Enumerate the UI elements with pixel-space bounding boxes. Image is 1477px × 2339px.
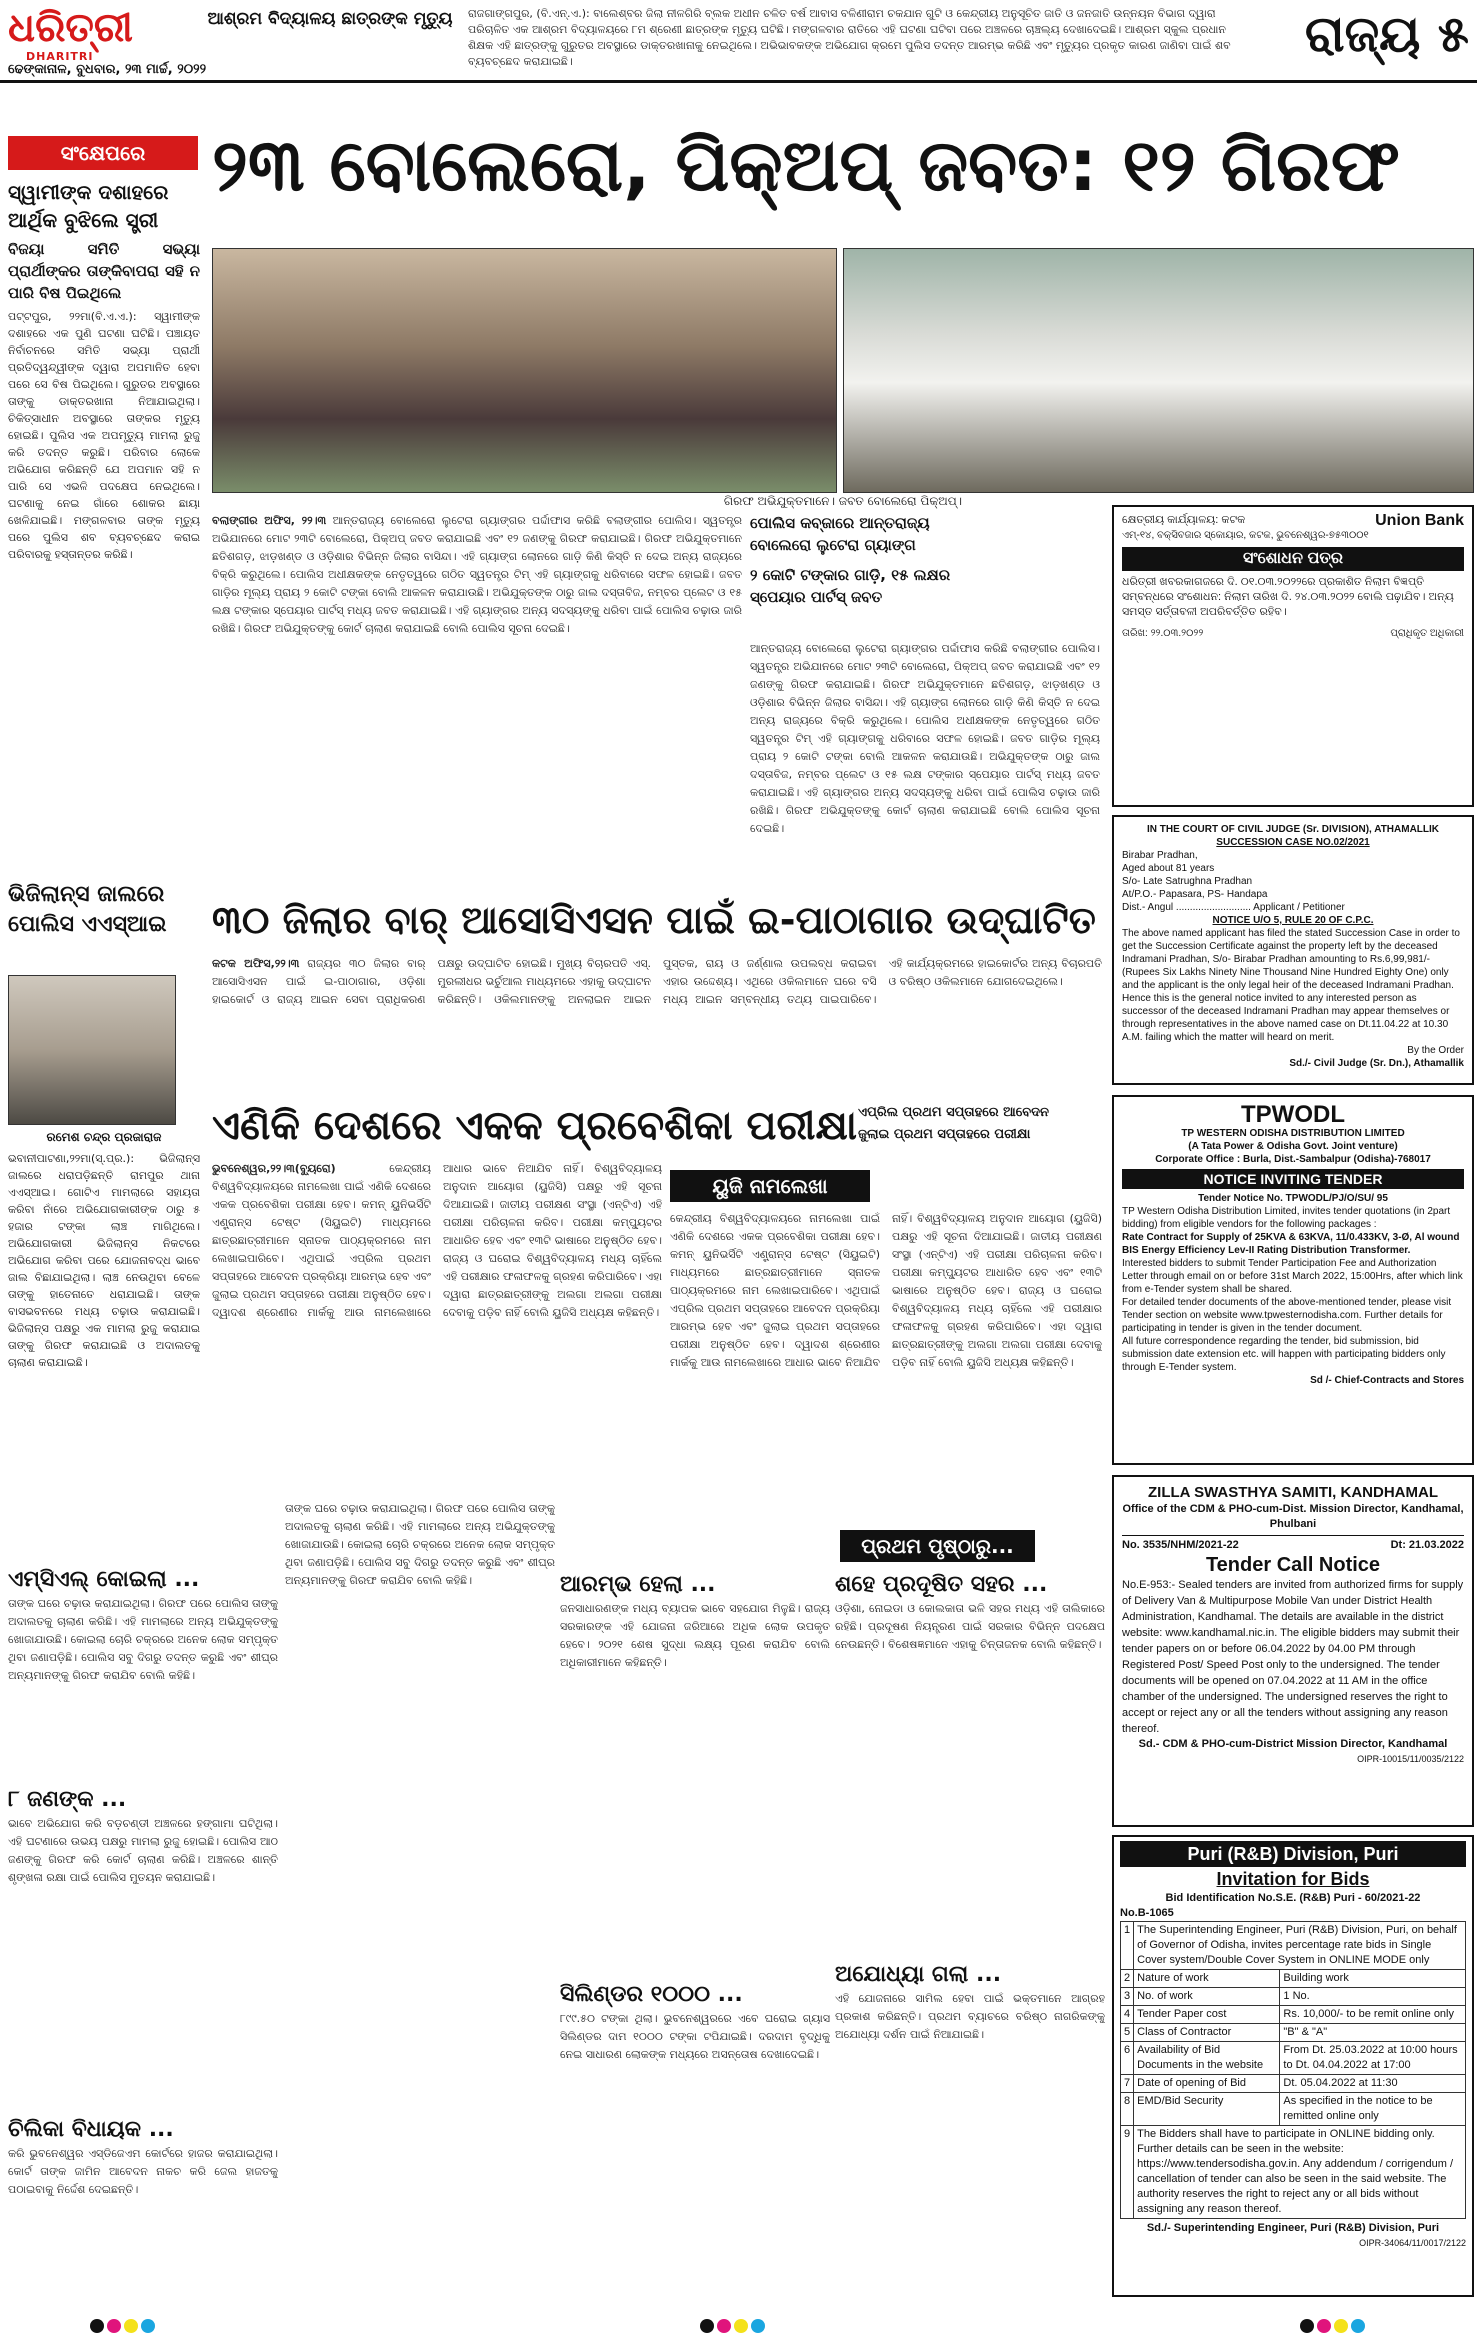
bid-row-number: 4 (1121, 2006, 1134, 2024)
puri-sign: Sd./- Superintending Engineer, Puri (R&B) Division, Puri (1146, 2222, 1440, 2234)
court-notice-ad (1112, 815, 1474, 1085)
officer-photo (8, 975, 176, 1125)
tpwodl-title: NOTICE INVITING TENDER (1122, 1169, 1464, 1189)
brief-1-body: ପଟ୍ଟପୁର, ୨୨ମା(ବି.ଏ.ଏ.): ସ୍ୱାମୀଙ୍କ ଦଶାହରେ ଏକ ପୁଣି ଘଟଣା ଘଟିଛି। ପଞ୍ଚାୟତ ନିର୍ବାଚନରେ ସମିତି ସଭ୍ୟା ପ୍ରାର୍ଥୀ ପ୍ରତିଦ୍ୱନ୍ଦ୍ୱୀଙ୍କ ଦ୍ୱାରା ଅପମାନିତ ହେବା ପରେ ସେ ବିଷ ପିଇଥିଲେ। ଗୁରୁତର ଅବସ୍ଥାରେ ତାଙ୍କୁ ଡାକ୍ତରଖାନା ନିଆଯାଇଥିଲା। ଚିକିତ୍ସାଧୀନ ଅବସ୍ଥାରେ ତାଙ୍କର ମୃତ୍ୟୁ ହୋଇଛି। ପୁଲିସ ଏକ ଅପମୃତ୍ୟୁ ମାମଲା ରୁଜୁ କରି ତଦନ୍ତ କରୁଛି। ପରିବାର ଲୋକେ ଅଭିଯୋଗ କରିଛନ୍ତି ଯେ ଅପମାନ ସହି ନ ପାରି ସେ ଏଭଳି ପଦକ୍ଷେପ ନେଇଥିଲେ। ଘଟଣାକୁ ନେଇ ଗାଁରେ ଶୋକର ଛାୟା ଖେଳିଯାଇଛି। ମଙ୍ଗଳବାର ତାଙ୍କ ମୃତ୍ୟୁ ପରେ ପୁଲିସ ଶବ ବ୍ୟବଚ୍ଛେଦ କରାଇ ପରିବାରକୁ ହସ୍ତାନ୍ତର କରିଛି। (8, 310, 200, 561)
masthead-rule (0, 80, 1477, 83)
bid-row-value: Rs. 10,000/- to be remit online only (1280, 2006, 1466, 2024)
court-line-1: Birabar Pradhan, (1122, 850, 1198, 861)
cont-1-headline[interactable]: ଏମ୍‌ସିଏଲ୍ କୋଇଲା ... (8, 1567, 200, 1592)
reg-dot-cyan (751, 2319, 765, 2333)
puri-bid-table (1120, 1921, 1466, 2219)
story-3-bullet-2: ଜୁଲାଇ ପ୍ରଥମ ସପ୍ତାହରେ ପରୀକ୍ଷା (858, 1127, 1031, 1142)
puri-bid-row (1121, 2126, 1466, 2219)
puri-bid-row (1121, 2024, 1466, 2042)
puri-ad (1112, 1835, 1474, 2297)
zss-body: No.E-953:- Sealed tenders are invited from authorized firms for supply of Delivery Van & Multipurpose Mobile Van under District Health Administration, Kandhamal. The details are available in the district website: www.kandhamal.nic.in. The eligible bidders may submit their tender papers on or before 06.04.2022 by 04.00 PM through Registered Post/ Speed Post only to the undersigned. The tender documents will be opened on 07.04.2022 at 11 AM in the office chamber of the undersigned. The undersigned reserves the right to accept or reject any or all the tenders without assigning any reason thereof. (1122, 1579, 1464, 1735)
bid-row-value: As specified in the notice to be remitted online only (1280, 2093, 1466, 2126)
court-line-3: S/o- Late Satrughna Pradhan (1122, 876, 1253, 887)
brief-tag: ସଂକ୍ଷେପରେ (8, 136, 198, 170)
court-title: IN THE COURT OF CIVIL JUDGE (Sr. DIVISION), ATHAMALLIK (1146, 824, 1440, 835)
story-3-body-cont: କେନ୍ଦ୍ରୀୟ ବିଶ୍ୱବିଦ୍ୟାଳୟରେ ନାମଲେଖା ପାଇଁ ଏଣିକି ଦେଶରେ ଏକକ ପ୍ରବେଶିକା ପରୀକ୍ଷା ହେବ। କମନ୍ ୟୁନିଭର୍ସିଟି ଏଣ୍ଟ୍ରାନ୍ସ ଟେଷ୍ଟ (ସିୟୁଇଟି) ମାଧ୍ୟମରେ ଛାତ୍ରଛାତ୍ରୀମାନେ ସ୍ନାତକ ପାଠ୍ୟକ୍ରମରେ ନାମ ଲେଖାଇପାରିବେ। ଏଥିପାଇଁ ଏପ୍ରିଲ ପ୍ରଥମ ସପ୍ତାହରେ ଆବେଦନ ପ୍ରକ୍ରିୟା ଆରମ୍ଭ ହେବ ଏବଂ ଜୁଲାଇ ପ୍ରଥମ ସପ୍ତାହରେ ପରୀକ୍ଷା ଅନୁଷ୍ଠିତ ହେବ। ଦ୍ୱାଦଶ ଶ୍ରେଣୀର ମାର୍କକୁ ଆଉ ନାମଲେଖାରେ ଆଧାର ଭାବେ ନିଆଯିବ ନାହିଁ। ବିଶ୍ୱବିଦ୍ୟାଳୟ ଅନୁଦାନ ଆୟୋଗ (ୟୁଜିସି) ପକ୍ଷରୁ ଏହି ସୂଚନା ଦିଆଯାଇଛି। ଜାତୀୟ ପରୀକ୍ଷଣ ସଂସ୍ଥା (ଏନ୍‌ଟିଏ) ଏହି ପରୀକ୍ଷା ପରିଚାଳନା କରିବ। ପରୀକ୍ଷା କମ୍ପ୍ୟୁଟର ଆଧାରିତ ହେବ ଏବଂ ୧୩ଟି ଭାଷାରେ ଅନୁଷ୍ଠିତ ହେବ। ରାଜ୍ୟ ଓ ଘରୋଇ ବିଶ୍ୱବିଦ୍ୟାଳୟ ମଧ୍ୟ ଚାହିଁଲେ ଏହି ପରୀକ୍ଷାର ଫଳାଫଳକୁ ଗ୍ରହଣ କରିପାରିବେ। ଏହା ଦ୍ୱାରା ଛାତ୍ରଛାତ୍ରୀଙ୍କୁ ଅଲଗା ଅଲଗା ପରୀକ୍ଷା ଦେବାକୁ ପଡ଼ିବ ନାହିଁ ବୋଲି ୟୁଜିସି ଅଧ୍ୟକ୍ଷ କହିଛନ୍ତି। (670, 1212, 1102, 1369)
puri-ref: OIPR-34064/11/0017/2122 (1359, 2238, 1466, 2248)
bid-row-label: Class of Contractor (1134, 2024, 1280, 2042)
brand-subtitle: DHARITRI (26, 50, 94, 63)
zss-title: ZILLA SWASTHYA SAMITI, KANDHAMAL (1148, 1484, 1438, 1501)
reg-dot-black (90, 2319, 104, 2333)
registration-marks-right (1300, 2318, 1368, 2337)
bid-row-number: 1 (1121, 1922, 1134, 1970)
top-strip-story: ରାଜଗାଙ୍ଗପୁର, (ବି.ଏନ୍.ଏ.): ବାଲେଶ୍ବର ଜିଲା ନୀଳଗିରି ବ୍ଲକ ଅଧୀନ ଚଳିତ ବର୍ଷ ଆବାସ ବଳିଣୀରାମ ଚକଯାନ ଗୁଟି ଓ କେନ୍ଦ୍ରୀୟ ଅନୁସୂଚିତ ଜାତି ଓ ଜନଜାତି ଉନ୍ନୟନ ବିଭାଗ ଦ୍ୱାରା ପରିଚାଳିତ ଏକ ଆଶ୍ରମ ବିଦ୍ୟାଳୟରେ ୮ମ ଶ୍ରେଣୀ ଛାତ୍ରଙ୍କ ମୃତ୍ୟୁ ଘଟିଛି। ମଙ୍ଗଳବାର ରାତିରେ ଏହି ଘଟଣା ଘଟିବା ପରେ ଅଞ୍ଚଳରେ ଚାଞ୍ଚଲ୍ୟ ଦେଖାଦେଇଛି। ଆଶ୍ରମ ସ୍କୁଲ ପ୍ରଧାନ ଶିକ୍ଷକ ଏହି ଛାତ୍ରଙ୍କୁ ଗୁରୁତର ଅବସ୍ଥାରେ ଡାକ୍ତରଖାନାକୁ ନେଇଥିଲେ। ଅଭିଭାବକଙ୍କ ଅଭିଯୋଗ କ୍ରମେ ପୁଲିସ ତଦନ୍ତ ଆରମ୍ଭ କରିଛି ଏବଂ ମୃତ୍ୟୁର ପ୍ରକୃତ କାରଣ ଜାଣିବା ପାଇଁ ଶବ ବ୍ୟବଚ୍ଛେଦ କରାଯାଇଛି। (468, 7, 1231, 68)
section-title: ରାଜ୍ୟ ୫ (1304, 5, 1469, 63)
court-case: SUCCESSION CASE NO.02/2021 (1216, 837, 1370, 848)
court-body: The above named applicant has filed the stated Succession Case in order to get the Succession Certificate against the property left by the deceased Indramani Pradhan, S/o- Birabar Pradhan amounting to Rs.6,99,981/- (Rupees Six Lakhs Ninety Nine Thousand Nine Hundred Eighty One) only and the applicant is the only legal heir of the deceased Indramani Pradhan. (1122, 928, 1460, 991)
cont-7-headline[interactable]: ଅଯୋଧ୍ୟା ଗଲା ... (835, 1962, 1002, 1987)
story-2-text: ରାଜ୍ୟର ୩୦ ଜିଲାର ବାର୍ ଆସୋସିଏସନ ପାଇଁ ଇ-ପାଠାଗାର, ଓଡ଼ିଶା ହାଇକୋର୍ଟ ଓ ରାଜ୍ୟ ଆଇନ ସେବା ପ୍ରାଧିକରଣ ପକ୍ଷରୁ ଉଦ୍‌ଘାଟିତ ହୋଇଛି। ମୁଖ୍ୟ ବିଚାରପତି ଏସ୍. ମୁରଲୀଧର ଭର୍ଚୁଆଲ ମାଧ୍ୟମରେ ଏହାକୁ ଉଦ୍‌ଘାଟନ କରିଛନ୍ତି। ଓକିଲମାନଙ୍କୁ ଅନଲାଇନ ଆଇନ ପୁସ୍ତକ, ରାୟ ଓ ଜର୍ଣ୍ଣାଲ ଉପଲବ୍ଧ କରାଇବା ଏହାର ଉଦ୍ଦେଶ୍ୟ। ଏଥିରେ ଓକିଲମାନେ ଘରେ ବସି ମଧ୍ୟ ଆଇନ ସମ୍ବନ୍ଧୀୟ ତଥ୍ୟ ପାଇପାରିବେ। ଏହି କାର୍ଯ୍ୟକ୍ରମରେ ହାଇକୋର୍ଟର ଅନ୍ୟ ବିଚାରପତି ଓ ବରିଷ୍ଠ ଓକିଲମାନେ ଯୋଗଦେଇଥିଲେ। (212, 957, 1102, 1006)
brief-2-headline[interactable]: ଭିଜିଲାନ୍ସ ଜାଲରେ ପୋଲିସ ଏଏସ୍‌ଆଇ (8, 882, 167, 937)
cont-3-headline[interactable]: ଚିଲିକା ବିଧାୟକ ... (8, 2117, 174, 2142)
puri-bid-row (1121, 2075, 1466, 2093)
dateline: ଢେଙ୍କାନାଳ, ବୁଧବାର, ୨୩ ମାର୍ଚ୍ଚ, ୨୦୨୨ (8, 62, 207, 77)
officer-photo-caption: ରମେଶ ଚନ୍ଦ୍ର ପ୍ରଜାରାଜ (46, 1130, 162, 1144)
cont-5-body: ୮୯୯.୫୦ ଟଙ୍କା ଥିଲା। ଭୁବନେଶ୍ୱରରେ ଏବେ ଘରୋଇ ଗ୍ୟାସ ସିଲିଣ୍ଡର ଦାମ ୧୦୦୦ ଟଙ୍କା ଟପିଯାଇଛି। ଦରଦାମ ବୃଦ୍ଧିକୁ ନେଇ ସାଧାରଣ ଲୋକଙ୍କ ମଧ୍ୟରେ ଅସନ୍ତୋଷ ଦେଖାଦେଇଛି। (560, 2012, 830, 2061)
zss-office: Office of the CDM & PHO-cum-Dist. Mission Director, Kandhamal, Phulbani (1122, 1503, 1464, 1530)
bid-row-value: "B" & "A" (1280, 2024, 1466, 2042)
puri-bid: Bid Identification No.S.E. (R&B) Puri - 60/2021-22 (1165, 1892, 1421, 1904)
bid-row-label: Nature of work (1134, 1970, 1280, 1988)
cont-col-3 (560, 1570, 830, 2325)
union-bank-address: ଏମ୍-୧୪, ବକ୍ସିବଜାର ସ୍କୋୟାର, କଟକ, ଭୁବନେଶ୍ୱର-୭୫୩୦୦୧ (1122, 530, 1369, 541)
story-2-dateline: କଟକ ଅଫିସ,୨୨।୩ (212, 957, 300, 970)
cont-1-body-cont: ତାଙ୍କ ଘରେ ଚଢ଼ାଉ କରାଯାଇଥିଲା। ଗିରଫ ପରେ ପୋଲିସ ତାଙ୍କୁ ଅଦାଲତକୁ ଚାଲାଣ କରିଛି। ଏହି ମାମଲାରେ ଅନ୍ୟ ଅଭିଯୁକ୍ତଙ୍କୁ ଖୋଜାଯାଉଛି। କୋଇଲା ଚୋରି ଚକ୍ରରେ ଅନେକ ଲୋକ ସମ୍ପୃକ୍ତ ଥିବା ଜଣାପଡ଼ିଛି। ପୋଲିସ ସବୁ ଦିଗରୁ ତଦନ୍ତ କରୁଛି ଏବଂ ଶୀଘ୍ର ଅନ୍ୟମାନଙ୍କୁ ଗିରଫ କରାଯିବ ବୋଲି କହିଛି। (285, 1502, 555, 1587)
court-sign: Sd./- Civil Judge (Sr. Dn.), Athamallik (1289, 1058, 1464, 1069)
puri-bid-row (1121, 1922, 1466, 1970)
brief-1-subhead: ବିଜୟା ସମିତି ସଭ୍ୟା ପ୍ରାର୍ଥୀଙ୍କର ତାଙ୍କିବାପରା ସହି ନ ପାରି ବିଷ ପିଇଥିଲେ (8, 240, 200, 302)
story-2-headline[interactable]: ୩୦ ଜିଲାର ବାର୍ ଆସୋସିଏସନ ପାଇଁ ଇ-ପାଠାଗାର ଉଦ୍‌ଘାଟିତ (212, 898, 1096, 942)
bid-row-label: The Superintending Engineer, Puri (R&B) Division, Puri, on behalf of Governor of Odisha, invites percentage rate bids in Single Cover system/Double Cover System in ONLINE MODE only (1134, 1922, 1466, 1970)
tpwodl-office: Corporate Office : Burla, Dist.-Sambalpur (Odisha)-768017 (1155, 1154, 1431, 1165)
cont-6-headline[interactable]: ଶହେ ପ୍ରଦୂଷିତ ସହର ... (835, 1572, 1048, 1597)
tpwodl-name: TP WESTERN ODISHA DISTRIBUTION LIMITED (1181, 1128, 1405, 1139)
tpwodl-b1: TP Western Odisha Distribution Limited, invites tender quotations (in 2part bidding) from eligible vendors for the following packages : (1122, 1206, 1451, 1230)
accused-photo (212, 248, 837, 493)
tpwodl-jv: (A Tata Power & Odisha Govt. Joint venture) (1188, 1141, 1398, 1152)
bid-row-label: EMD/Bid Security (1134, 2093, 1280, 2126)
story-3-bullets (858, 1102, 1108, 1146)
bid-row-number: 8 (1121, 2093, 1134, 2126)
court-line-5: Dist.- Angul ........................... Applicant / Petitioner (1122, 902, 1345, 913)
newspaper-logo (8, 4, 198, 63)
story-3-headline[interactable]: ଏଣିକି ଦେଶରେ ଏକକ ପ୍ରବେଶିକା ପରୀକ୍ଷା (212, 1103, 857, 1149)
bid-row-label: Date of opening of Bid (1134, 2075, 1280, 2093)
bid-row-label: Tender Paper cost (1134, 2006, 1280, 2024)
seized-vehicles-photo (843, 248, 1474, 493)
zss-ref: OIPR-10015/11/0035/2122 (1357, 1754, 1464, 1764)
court-line-4: At/P.O.- Papasara, PS- Handapa (1122, 889, 1268, 900)
bid-row-label: No. of work (1134, 1988, 1280, 2006)
union-bank-sign: ପ୍ରାଧିକୃତ ଅଧିକାରୀ (1390, 628, 1464, 639)
story-1-bullet-2: ୨ କୋଟି ଟଙ୍କାର ଗାଡ଼ି, ୧୫ ଲକ୍ଷର ସ୍ପେୟାର ପାର୍ଟସ୍ ଜବତ (750, 566, 951, 606)
story-3-box-head: ୟୁଜି ନାମଲେଖା (670, 1170, 870, 1202)
brand-name: ଧରିତ୍ରୀ (8, 4, 133, 51)
continued-tag: ପ୍ରଥମ ପୃଷ୍ଠାରୁ... (840, 1530, 1035, 1562)
story-3-bullet-1: ଏପ୍ରିଲ ପ୍ରଥମ ସପ୍ତାହରେ ଆବେଦନ (858, 1105, 1049, 1120)
tpwodl-logo: TPWODL (1241, 1101, 1345, 1128)
puri-bid-row (1121, 2042, 1466, 2075)
court-notice-heading: NOTICE U/O 5, RULE 20 OF C.P.C. (1212, 915, 1374, 926)
bid-row-label: The Bidders shall have to participate in ONLINE bidding only. Further details can be seen in the website: https://www.tendersodisha.gov.in. Any addendum / corrigendum / cancellation of tender can also be seen in the said website. The authority reserves the right to reject any or all bids without assigning any reason thereof. (1134, 2126, 1466, 2219)
puri-no: No.B-1065 (1120, 1907, 1174, 1919)
brief-2-body: ଭବାନୀପାଟଣା,୨୨ମା(ସ୍.ପ୍ର.): ଭିଜିଲାନ୍ସ ଜାଲରେ ଧରାପଡ଼ିଛନ୍ତି ରାମପୁର ଥାନା ଏଏସ୍‌ଆଇ। ଗୋଟିଏ ମାମଲାରେ ସହାୟତା କରିବା ନାଁରେ ଅଭିଯୋଗକାରୀଙ୍କ ଠାରୁ ୫ ହଜାର ଟଙ୍କା ଲାଞ୍ଚ ମାଗିଥିଲେ। ଅଭିଯୋଗକାରୀ ଭିଜିଲାନ୍ସ ନିକଟରେ ଅଭିଯୋଗ କରିବା ପରେ ଯୋଜନାବଦ୍ଧ ଭାବେ ଜାଲ ବିଛାଯାଇଥିଲା। ଲାଞ୍ଚ ନେଉଥିବା ବେଳେ ତାଙ୍କୁ ହାତେନାତେ ଧରାଯାଇଛି। ତାଙ୍କ ବାସଭବନରେ ମଧ୍ୟ ଚଢ଼ାଉ କରାଯାଇଛି। ଭିଜିଲାନ୍ସ ପକ୍ଷରୁ ଏକ ମାମଲା ରୁଜୁ କରାଯାଇ ତାଙ୍କୁ ଗିରଫ କରାଯାଇଛି ଓ ଅଦାଲତକୁ ଚାଲାଣ କରାଯାଇଛି। (8, 1152, 200, 1369)
bid-row-number: 5 (1121, 2024, 1134, 2042)
cont-col-4 (835, 1570, 1105, 2325)
reg-dot-magenta (107, 2319, 121, 2333)
bid-row-number: 3 (1121, 1988, 1134, 2006)
cont-4-headline[interactable]: ଆରମ୍ଭ ହେଲା ... (560, 1572, 716, 1597)
bid-row-value: Building work (1280, 1970, 1466, 1988)
cont-1-body: ତାଙ୍କ ଘରେ ଚଢ଼ାଉ କରାଯାଇଥିଲା। ଗିରଫ ପରେ ପୋଲିସ ତାଙ୍କୁ ଅଦାଲତକୁ ଚାଲାଣ କରିଛି। ଏହି ମାମଲାରେ ଅନ୍ୟ ଅଭିଯୁକ୍ତଙ୍କୁ ଖୋଜାଯାଉଛି। କୋଇଲା ଚୋରି ଚକ୍ରରେ ଅନେକ ଲୋକ ସମ୍ପୃକ୍ତ ଥିବା ଜଣାପଡ଼ିଛି। ପୋଲିସ ସବୁ ଦିଗରୁ ତଦନ୍ତ କରୁଛି ଏବଂ ଶୀଘ୍ର ଅନ୍ୟମାନଙ୍କୁ ଗିରଫ କରାଯିବ ବୋଲି କହିଛି। (8, 1597, 278, 1682)
registration-marks-center (700, 2318, 768, 2337)
tpwodl-ad (1112, 1095, 1474, 1465)
reg-dot-black (700, 2319, 714, 2333)
top-teaser[interactable]: ଆଶ୍ରମ ବିଦ୍ୟାଳୟ ଛାତ୍ରଙ୍କ ମୃତ୍ୟୁ (207, 9, 453, 29)
puri-bid-row (1121, 1988, 1466, 2006)
union-bank-name: Union Bank (1375, 512, 1464, 529)
registration-marks-left (90, 2318, 158, 2337)
cont-col-1 (8, 1565, 278, 2325)
union-bank-title: ସଂଶୋଧନ ପତ୍ର (1122, 547, 1464, 571)
cont-3-body: କରି ଭୁବନେଶ୍ୱର ଏସ୍‌ଡିଜେଏମ କୋର୍ଟରେ ହାଜର କରାଯାଇଥିଲା। କୋର୍ଟ ତାଙ୍କ ଜାମିନ ଆବେଦନ ନାକଚ କରି ଜେଲ ହାଜତକୁ ପଠାଇବାକୁ ନିର୍ଦ୍ଦେଶ ଦେଇଛନ୍ତି। (8, 2147, 278, 2196)
brief-story-1 (8, 178, 200, 878)
story-3-body (212, 1160, 662, 1505)
reg-dot-cyan (141, 2319, 155, 2333)
union-bank-body: ଧରିତ୍ରୀ ଖବରକାଗଜରେ ଦି. ୦୧.୦୩.୨୦୨୨ରେ ପ୍ରକାଶିତ ନିଲାମ ବିଜ୍ଞପ୍ତି ସମ୍ବନ୍ଧରେ ସଂଶୋଧନ: ନିଲାମ ତାରିଖ ଦି. ୨୪.୦୩.୨୦୨୨ ବୋଲି ପଢ଼ାଯିବ। ଅନ୍ୟ ସମସ୍ତ ସର୍ତ୍ତାବଳୀ ଅପରିବର୍ତ୍ତିତ ରହିବ। (1122, 576, 1454, 618)
cont-4-body: ଜନସାଧାରଣଙ୍କ ମଧ୍ୟ ବ୍ୟାପକ ଭାବେ ସହଯୋଗ ମିଳୁଛି। ରାଜ୍ୟ ସରକାରଙ୍କ ଏହି ଯୋଜନା ଜରିଆରେ ଅଧିକ ଲୋକ ଉପକୃତ ହେବେ। ୨୦୨୧ ଶେଷ ସୁଦ୍ଧା ଲକ୍ଷ୍ୟ ପୂରଣ କରାଯିବ ବୋଲି ଅଧିକାରୀମାନେ କହିଛନ୍ତି। (560, 1602, 830, 1669)
tpwodl-b3: Interested bidders to submit Tender Participation Fee and Authorization Letter through email on or before 31st March 2022, 15:00Hrs, after which link from e-Tender system shall be shared. (1122, 1258, 1463, 1295)
puri-bid-row (1121, 2093, 1466, 2126)
story-1-body-cont: ଆନ୍ତରାଜ୍ୟ ବୋଲେରୋ ଲୁଟେରା ଗ୍ୟାଙ୍ଗର ପର୍ଦ୍ଦାଫାସ କରିଛି ବଲାଙ୍ଗୀର ପୋଲିସ। ସ୍ୱତନ୍ତ୍ର ଅଭିଯାନରେ ମୋଟ ୨୩ଟି ବୋଲେରୋ, ପିକ୍‌ଅପ୍ ଜବତ କରାଯାଇଛି ଏବଂ ୧୨ ଜଣଙ୍କୁ ଗିରଫ କରାଯାଇଛି। ଗିରଫ ଅଭିଯୁକ୍ତମାନେ ଛତିଶଗଡ଼, ଝାଡ଼ଖଣ୍ଡ ଓ ଓଡ଼ିଶାର ବିଭିନ୍ନ ଜିଲାର ବାସିନ୍ଦା। ଏହି ଗ୍ୟାଙ୍ଗ ଲୋନରେ ଗାଡ଼ି କିଣି କିସ୍ତି ନ ଦେଇ ଅନ୍ୟ ରାଜ୍ୟରେ ବିକ୍ରି କରୁଥିଲେ। ପୋଲିସ ଅଧୀକ୍ଷକଙ୍କ ନେତୃତ୍ୱରେ ଗଠିତ ସ୍ୱତନ୍ତ୍ର ଟିମ୍ ଏହି ଗ୍ୟାଙ୍ଗକୁ ଧରିବାରେ ସଫଳ ହୋଇଛି। ଜବତ ଗାଡ଼ିର ମୂଲ୍ୟ ପ୍ରାୟ ୨ କୋଟି ଟଙ୍କା ବୋଲି ଆକଳନ କରାଯାଉଛି। ଅଭିଯୁକ୍ତଙ୍କ ଠାରୁ ଜାଲ ଦସ୍ତାବିଜ, ନମ୍ବର ପ୍ଲେଟ ଓ ୧୫ ଲକ୍ଷ ଟଙ୍କାର ସ୍ପେୟାର ପାର୍ଟସ୍ ମଧ୍ୟ ଜବତ କରାଯାଇଛି। ଏହି ଗ୍ୟାଙ୍ଗର ଅନ୍ୟ ସଦସ୍ୟଙ୍କୁ ଧରିବା ପାଇଁ ପୋଲିସ ଚଢ଼ାଉ ଜାରି ରଖିଛି। ଗିରଫ ଅଭିଯୁକ୍ତଙ୍କୁ କୋର୍ଟ ଚାଲାଣ କରାଯାଇଛି ବୋଲି ପୋଲିସ ସୂଚନା ଦେଇଛି। (750, 642, 1100, 835)
union-bank-ad (1112, 505, 1474, 807)
story-1-dateline: ବଲାଙ୍ଗୀର ଅଫିସ, ୨୨।୩ (212, 514, 327, 527)
puri-sub: Invitation for Bids (1216, 1869, 1370, 1889)
bid-row-value: 1 No. (1280, 1988, 1466, 2006)
reg-dot-yellow (1334, 2319, 1348, 2333)
reg-dot-cyan (1351, 2319, 1365, 2333)
union-bank-date: ତାରିଖ: ୨୨.୦୩.୨୦୨୨ (1122, 628, 1204, 639)
story-1-bullets (750, 512, 990, 608)
bid-row-number: 2 (1121, 1970, 1134, 1988)
puri-bid-row (1121, 2006, 1466, 2024)
story-3-dateline: ଭୁବନେଶ୍ୱର,୨୨।୩(ବ୍ୟୁରୋ) (212, 1162, 336, 1175)
story-1-text: ଆନ୍ତରାଜ୍ୟ ବୋଲେରୋ ଲୁଟେରା ଗ୍ୟାଙ୍ଗର ପର୍ଦ୍ଦାଫାସ କରିଛି ବଲାଙ୍ଗୀର ପୋଲିସ। ସ୍ୱତନ୍ତ୍ର ଅଭିଯାନରେ ମୋଟ ୨୩ଟି ବୋଲେରୋ, ପିକ୍‌ଅପ୍ ଜବତ କରାଯାଇଛି ଏବଂ ୧୨ ଜଣଙ୍କୁ ଗିରଫ କରାଯାଇଛି। ଗିରଫ ଅଭିଯୁକ୍ତମାନେ ଛତିଶଗଡ଼, ଝାଡ଼ଖଣ୍ଡ ଓ ଓଡ଼ିଶାର ବିଭିନ୍ନ ଜିଲାର ବାସିନ୍ଦା। ଏହି ଗ୍ୟାଙ୍ଗ ଲୋନରେ ଗାଡ଼ି କିଣି କିସ୍ତି ନ ଦେଇ ଅନ୍ୟ ରାଜ୍ୟରେ ବିକ୍ରି କରୁଥିଲେ। ପୋଲିସ ଅଧୀକ୍ଷକଙ୍କ ନେତୃତ୍ୱରେ ଗଠିତ ସ୍ୱତନ୍ତ୍ର ଟିମ୍ ଏହି ଗ୍ୟାଙ୍ଗକୁ ଧରିବାରେ ସଫଳ ହୋଇଛି। ଜବତ ଗାଡ଼ିର ମୂଲ୍ୟ ପ୍ରାୟ ୨ କୋଟି ଟଙ୍କା ବୋଲି ଆକଳନ କରାଯାଉଛି। ଅଭିଯୁକ୍ତଙ୍କ ଠାରୁ ଜାଲ ଦସ୍ତାବିଜ, ନମ୍ବର ପ୍ଲେଟ ଓ ୧୫ ଲକ୍ଷ ଟଙ୍କାର ସ୍ପେୟାର ପାର୍ଟସ୍ ମଧ୍ୟ ଜବତ କରାଯାଇଛି। ଏହି ଗ୍ୟାଙ୍ଗର ଅନ୍ୟ ସଦସ୍ୟଙ୍କୁ ଧରିବା ପାଇଁ ପୋଲିସ ଚଢ଼ାଉ ଜାରି ରଖିଛି। ଗିରଫ ଅଭିଯୁକ୍ତଙ୍କୁ କୋର୍ଟ ଚାଲାଣ କରାଯାଇଛି ବୋଲି ପୋଲିସ ସୂଚନା ଦେଇଛି। (212, 514, 742, 635)
story-2-body (212, 955, 1102, 1080)
tpwodl-b2: Rate Contract for Supply of 25KVA & 63KVA, 11/0.433KV, 3-Ø, Al wound BIS Energy Efficiency Lev-II Rating Distribution Transformer. (1122, 1232, 1460, 1256)
main-headline[interactable]: ୨୩ ବୋଲେରୋ, ପିକ୍‌ଅପ୍ ଜବତ: ୧୨ ଗିରଫ (212, 123, 1400, 207)
cont-7-body: ଏହି ଯୋଜନାରେ ସାମିଲ ହେବା ପାଇଁ ଭକ୍ତମାନେ ଆଗ୍ରହ ପ୍ରକାଶ କରିଛନ୍ତି। ପ୍ରଥମ ବ୍ୟାଚରେ ବରିଷ୍ଠ ନାଗରିକଙ୍କୁ ଅଯୋଧ୍ୟା ଦର୍ଶନ ପାଇଁ ନିଆଯାଇଛି। (835, 1992, 1105, 2041)
story-3-text: କେନ୍ଦ୍ରୀୟ ବିଶ୍ୱବିଦ୍ୟାଳୟରେ ନାମଲେଖା ପାଇଁ ଏଣିକି ଦେଶରେ ଏକକ ପ୍ରବେଶିକା ପରୀକ୍ଷା ହେବ। କମନ୍ ୟୁନିଭର୍ସିଟି ଏଣ୍ଟ୍ରାନ୍ସ ଟେଷ୍ଟ (ସିୟୁଇଟି) ମାଧ୍ୟମରେ ଛାତ୍ରଛାତ୍ରୀମାନେ ସ୍ନାତକ ପାଠ୍ୟକ୍ରମରେ ନାମ ଲେଖାଇପାରିବେ। ଏଥିପାଇଁ ଏପ୍ରିଲ ପ୍ରଥମ ସପ୍ତାହରେ ଆବେଦନ ପ୍ରକ୍ରିୟା ଆରମ୍ଭ ହେବ ଏବଂ ଜୁଲାଇ ପ୍ରଥମ ସପ୍ତାହରେ ପରୀକ୍ଷା ଅନୁଷ୍ଠିତ ହେବ। ଦ୍ୱାଦଶ ଶ୍ରେଣୀର ମାର୍କକୁ ଆଉ ନାମଲେଖାରେ ଆଧାର ଭାବେ ନିଆଯିବ ନାହିଁ। ବିଶ୍ୱବିଦ୍ୟାଳୟ ଅନୁଦାନ ଆୟୋଗ (ୟୁଜିସି) ପକ୍ଷରୁ ଏହି ସୂଚନା ଦିଆଯାଇଛି। ଜାତୀୟ ପରୀକ୍ଷଣ ସଂସ୍ଥା (ଏନ୍‌ଟିଏ) ଏହି ପରୀକ୍ଷା ପରିଚାଳନା କରିବ। ପରୀକ୍ଷା କମ୍ପ୍ୟୁଟର ଆଧାରିତ ହେବ ଏବଂ ୧୩ଟି ଭାଷାରେ ଅନୁଷ୍ଠିତ ହେବ। ରାଜ୍ୟ ଓ ଘରୋଇ ବିଶ୍ୱବିଦ୍ୟାଳୟ ମଧ୍ୟ ଚାହିଁଲେ ଏହି ପରୀକ୍ଷାର ଫଳାଫଳକୁ ଗ୍ରହଣ କରିପାରିବେ। ଏହା ଦ୍ୱାରା ଛାତ୍ରଛାତ୍ରୀଙ୍କୁ ଅଲଗା ଅଲଗା ପରୀକ୍ଷା ଦେବାକୁ ପଡ଼ିବ ନାହିଁ ବୋଲି ୟୁଜିସି ଅଧ୍ୟକ୍ଷ କହିଛନ୍ତି। (212, 1162, 662, 1319)
court-order: By the Order (1407, 1045, 1464, 1056)
zss-number: No. 3535/NHM/2021-22 (1122, 1539, 1239, 1551)
puri-title: Puri (R&B) Division, Puri (1120, 1841, 1466, 1867)
tpwodl-b5: All future correspondence regarding the tender, bid submission, bid submission date extension etc. will happen with participating bidders only through E-Tender system. (1122, 1336, 1446, 1373)
union-bank-office: କ୍ଷେତ୍ରୀୟ କାର୍ଯ୍ୟାଳୟ: କଟକ (1122, 514, 1246, 526)
story-1-body (212, 512, 742, 857)
tpwodl-number: Tender Notice No. TPWODL/PJ/O/SU/ 95 (1198, 1193, 1388, 1204)
cont-2-body: ଭାବେ ଅଭିଯୋଗ କରି ବଡ଼ଚଣ୍ଡୀ ଅଞ୍ଚଳରେ ହଙ୍ଗାମା ଘଟିଥିଲା। ଏହି ଘଟଣାରେ ଉଭୟ ପକ୍ଷରୁ ମାମଲା ରୁଜୁ ହୋଇଛି। ପୋଲିସ ଆଠ ଜଣଙ୍କୁ ଗିରଫ କରି କୋର୍ଟ ଚାଲାଣ କରିଛି। ଅଞ୍ଚଳରେ ଶାନ୍ତି ଶୃଙ୍ଖଳା ରକ୍ଷା ପାଇଁ ପୋଲିସ ମୁତୟନ କରାଯାଇଛି। (8, 1817, 278, 1884)
tpwodl-b4: For detailed tender documents of the above-mentioned tender, please visit Tender section on website www.tpwesternodisha.com. Further details for participating in tender is given in the tender document. (1122, 1297, 1452, 1334)
bid-row-value: Dt. 05.04.2022 at 11:30 (1280, 2075, 1466, 2093)
reg-dot-yellow (734, 2319, 748, 2333)
bid-row-number: 7 (1121, 2075, 1134, 2093)
brief-1-headline[interactable]: ସ୍ୱାମୀଙ୍କ ଦଶାହରେ ଆର୍ଥିକ ବୁଝିଲେ ସ୍ତ୍ରୀ (8, 180, 169, 232)
zss-sign: Sd.- CDM & PHO-cum-District Mission Director, Kandhamal (1138, 1738, 1448, 1750)
cont-2-headline[interactable]: ୮ ଜଣଙ୍କ ... (8, 1787, 127, 1812)
tpwodl-sign: Sd /- Chief-Contracts and Stores (1310, 1375, 1464, 1386)
cont-col-2 (285, 1500, 555, 2325)
bid-row-number: 6 (1121, 2042, 1134, 2075)
brief-story-2-head (8, 880, 200, 970)
reg-dot-magenta (717, 2319, 731, 2333)
court-body-2: Hence this is the general notice invited to any interested person as successor of the deceased Indramani Pradhan may appear themselves or through representatives in the above named case on Dt.11.04.22 at 10.30 A.M. failing which the matter will heard on merit. (1122, 993, 1450, 1043)
puri-bid-row (1121, 1970, 1466, 1988)
bid-row-value: From Dt. 25.03.2022 at 10:00 hours to Dt. 04.04.2022 at 17:00 (1280, 2042, 1466, 2075)
court-line-2: Aged about 81 years (1122, 863, 1215, 874)
reg-dot-black (1300, 2319, 1314, 2333)
bid-row-number: 9 (1121, 2126, 1134, 2219)
reg-dot-yellow (124, 2319, 138, 2333)
reg-dot-magenta (1317, 2319, 1331, 2333)
zss-date: Dt: 21.03.2022 (1390, 1539, 1464, 1551)
zss-head: Tender Call Notice (1205, 1554, 1381, 1576)
bid-row-label: Availability of Bid Documents in the website (1134, 2042, 1280, 2075)
photo-caption: ଗିରଫ ଅଭିଯୁକ୍ତମାନେ। ଜବତ ବୋଲେରୋ ପିକ୍‌ଅପ୍। (723, 494, 963, 508)
story-1-bullet-1: ପୋଲିସ କବ୍‌ଜାରେ ଆନ୍ତରାଜ୍ୟ ବୋଲେରୋ ଲୁଟେରା ଗ୍ୟାଙ୍ଗ (750, 514, 930, 554)
cont-6-body: ଓଡ଼ିଶା, ନୋଇଡା ଓ କୋଲକାତା ଭଳି ସହର ମଧ୍ୟ ଏହି ତାଲିକାରେ ରହିଛି। ପ୍ରଦୂଷଣ ନିୟନ୍ତ୍ରଣ ପାଇଁ ସରକାର ବିଭିନ୍ନ ପଦକ୍ଷେପ ନେଉଛନ୍ତି। ବିଶେଷଜ୍ଞମାନେ ଏହାକୁ ଚିନ୍ତାଜନକ ବୋଲି କହିଛନ୍ତି। (835, 1602, 1105, 1651)
zss-ad (1112, 1475, 1474, 1827)
cont-5-headline[interactable]: ସିଲିଣ୍ଡର ୧୦୦୦ ... (560, 1982, 743, 2007)
